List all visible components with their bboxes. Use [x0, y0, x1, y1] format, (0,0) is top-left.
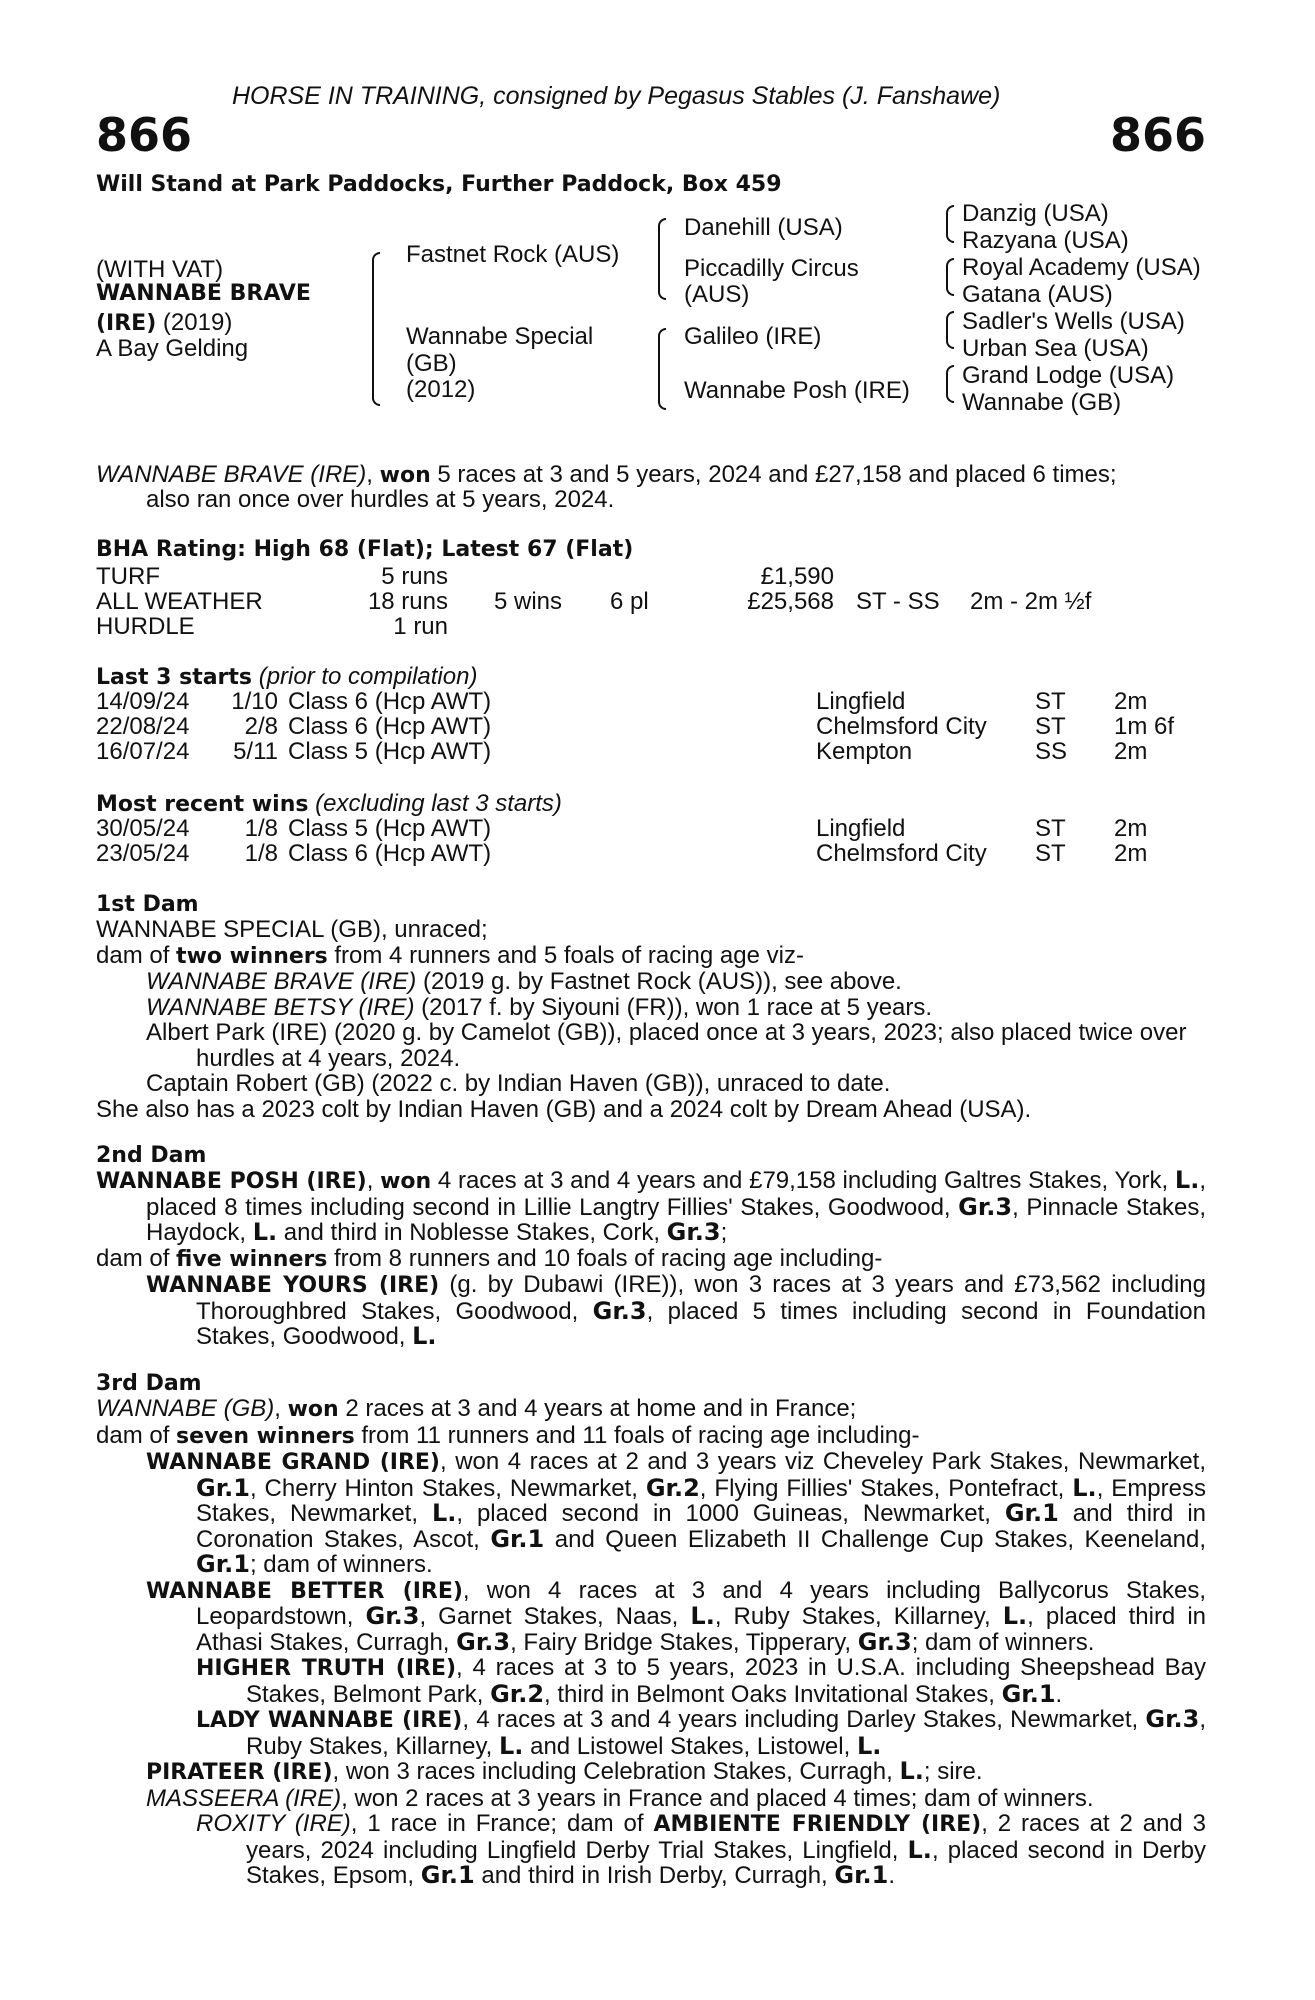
dam3-better-l1: L. [690, 1602, 715, 1630]
ratings-turf-prize: £1,590 [760, 563, 834, 590]
recent-row-2-going: ST [1035, 840, 1066, 867]
pedigree-sire-dam-1: Piccadilly Circus [684, 255, 859, 282]
dam2-child-1-text-a: (g. by Dubawi (IRE)), won 3 races at 3 years and £73,562 including Thoroughbred Stakes, Goodwood, [196, 1271, 1206, 1325]
dam3-higher-t1: , 4 races at 3 to 5 years, 2023 in U.S.A. including Sheepshead Bay Stakes, Belmont Park, [246, 1654, 1206, 1708]
dam3-higher-t2: , third in Belmont Oaks Invitational Stakes, [544, 1680, 1002, 1708]
dam3-better-t5: , Fairy Bridge Stakes, Tipperary, [510, 1628, 858, 1656]
pedigree-dam-dam: Wannabe Posh (IRE) [684, 377, 910, 404]
pedigree-brace-3d [946, 365, 954, 403]
dam2-dam-of [96, 1246, 1206, 1273]
last3-row-2-dist: 1m 6f [1114, 713, 1175, 740]
dam3-grand-g4: Gr.1 [490, 1524, 545, 1553]
dam3-sep: , [274, 1395, 288, 1422]
dam3-roxity-l: L. [907, 1835, 932, 1864]
dam3-better-g2: Gr.3 [456, 1627, 511, 1656]
dam1-produce-2-text: (2017 f. by Siyouni (FR)), won 1 race at 5 years. [414, 993, 933, 1021]
summary-text-1: 5 races at 3 and 5 years, 2024 and £27,158 and placed 6 times; [430, 461, 1117, 488]
dam2-text-1: 4 races at 3 and 4 years and £79,158 including Galtres Stakes, York, [431, 1167, 1175, 1194]
recent-row-1-course: Lingfield [816, 815, 906, 842]
recent-row-1-race: Class 5 (Hcp AWT) [288, 815, 492, 842]
dam2-main: WANNABE POSH (IRE), won 4 races at 3 and 4 years and £79,158 including Galtres Stakes, York, L., placed 8 times including second in Lillie Langtry Fillies' Stakes, Goodwood, Gr.3, Pinnacle Stakes, Haydock, L. and third in Noblesse Stakes, Cork, Gr.3; [96, 1166, 1206, 1246]
dam1-produce-1 [146, 969, 1206, 995]
ratings-hurdle-runs: 1 run [393, 613, 448, 640]
dam3-grandchild-lady [196, 1707, 1206, 1759]
dam3-roxity-t2: , 2 races at 2 and 3 years, 2024 including Lingfield Derby Trial Stakes, Lingfield, [246, 1810, 1207, 1864]
dam3-roxity-t5: . [888, 1862, 896, 1889]
dam3-child-pirateer [146, 1759, 1206, 1786]
ratings-aw-placed: 6 pl [610, 588, 649, 615]
dam2-text-3: , Pinnacle Stakes, Haydock, [146, 1193, 1206, 1246]
pedigree-sdd: Gatana (AUS) [962, 281, 1113, 308]
dam2-winners: five winners [176, 1246, 328, 1272]
summary-sep: , [366, 461, 380, 488]
pedigree-dam-2: (GB) [406, 350, 457, 377]
dam1-produce-1-name: WANNABE BRAVE (IRE) [146, 968, 417, 995]
ratings-aw-prize: £25,568 [747, 588, 834, 615]
pedigree-dds: Grand Lodge (USA) [962, 362, 1175, 389]
pedigree-dam-1: Wannabe Special [406, 323, 594, 350]
dam3-better-t4: , placed third in Athasi Stakes, Curragh, [196, 1603, 1207, 1656]
dam2-child-1-listed: L. [412, 1322, 437, 1350]
stand-location: Will Stand at Park Paddocks, Further Paddock, Box 459 [96, 172, 782, 197]
summary-won: won [379, 463, 431, 488]
dam3-better-t3: , Ruby Stakes, Killarney, [714, 1603, 1003, 1630]
recent-row-2-dist: 2m [1114, 840, 1148, 867]
last3-note: (prior to compilation) [252, 663, 478, 690]
pedigree-brace-2b [658, 328, 666, 410]
dam3-grand-t7: and Queen Elizabeth II Challenge Cup Stakes, Keeneland, [544, 1525, 1206, 1553]
pedigree-sire: Fastnet Rock (AUS) [406, 241, 620, 268]
ratings-aw-runs: 18 runs [367, 588, 448, 615]
dam1-produce-4: Captain Robert (GB) (2022 c. by Indian Haven (GB)), unraced to date. [146, 1070, 891, 1097]
dam2-text-2: , placed 8 times including second in Lillie Langtry Fillies' Stakes, Goodwood, [146, 1167, 1206, 1221]
dam3-better-name: WANNABE BETTER (IRE) [146, 1578, 463, 1604]
dam2-group-2: Gr.3 [666, 1218, 721, 1246]
last3-row-1-going: ST [1035, 688, 1066, 715]
dam3-main [96, 1396, 1206, 1423]
last3-row-3-date: 16/07/24 [96, 738, 190, 765]
ratings-turf-surface: TURF [96, 563, 160, 590]
dam3-better-l2: L. [1002, 1602, 1028, 1630]
pedigree-sire-sire: Danehill (USA) [684, 214, 843, 241]
recent-note: (excluding last 3 starts) [308, 790, 562, 817]
recent-row-2-course: Chelmsford City [816, 840, 987, 867]
last3-heading-line [96, 664, 477, 690]
horse-suffix: (IRE) [96, 311, 157, 336]
dam3-won: won [287, 1397, 339, 1422]
dam2-won: won [380, 1169, 432, 1194]
dam3-better-t2: , Garnet Stakes, Naas, [419, 1603, 691, 1630]
dam1-produce-2 [146, 995, 1206, 1021]
pedigree-sss: Danzig (USA) [962, 200, 1109, 227]
ratings-turf-runs: 5 runs [381, 563, 448, 590]
dam3-better-t6: ; dam of winners. [911, 1628, 1095, 1656]
dam3-roxity-child: AMBIENTE FRIENDLY (IRE) [653, 1812, 982, 1837]
horse-year-line [96, 310, 232, 336]
dam2-heading: 2nd Dam [96, 1143, 207, 1168]
pedigree-brace-3a [946, 205, 954, 243]
dam3-masseera-t1: , won 2 races at 3 years in France and placed 4 times; dam of winners. [341, 1784, 1094, 1812]
dam2-section [96, 1168, 1206, 1350]
dam3-masseera-name: MASSEERA (IRE) [146, 1784, 342, 1812]
dam1-produce-5: She also has a 2023 colt by Indian Haven (GB) and a 2024 colt by Dream Ahead (USA). [96, 1095, 1032, 1123]
pedigree-ddd: Wannabe (GB) [962, 389, 1122, 416]
dam3-dam-of-a: dam of [96, 1421, 177, 1449]
pedigree-dam-3: (2012) [406, 376, 476, 403]
last3-row-1-pos: 1/10 [231, 688, 278, 715]
dam2-group-1: Gr.3 [958, 1192, 1013, 1221]
dam3-dam-of [96, 1423, 1206, 1450]
dam3-pirateer-t2: ; sire. [923, 1758, 983, 1785]
pedigree-dss: Sadler's Wells (USA) [962, 308, 1185, 335]
dam3-lady-name: LADY WANNABE (IRE) [196, 1708, 463, 1733]
dam1-dam-of: dam of [96, 941, 177, 969]
dam2-dam-of-a: dam of [96, 1244, 177, 1272]
dam3-roxity-g2: Gr.1 [834, 1861, 889, 1889]
dam2-listed-1: L. [1174, 1166, 1200, 1194]
dam2-child-1-group: Gr.3 [592, 1296, 647, 1325]
last3-row-1-dist: 2m [1114, 688, 1148, 715]
recent-heading: Most recent wins [96, 792, 309, 817]
last3-row-1-date: 14/09/24 [96, 688, 190, 715]
dam3-roxity-t4: and third in Irish Derby, Curragh, [474, 1862, 835, 1889]
dam3-grand-g3: Gr.1 [1004, 1499, 1059, 1527]
last3-row-1-race: Class 6 (Hcp AWT) [288, 688, 492, 715]
pedigree-brace-1 [372, 252, 380, 406]
lot-number-right: 866 [1109, 108, 1206, 162]
pedigree-dam-sire: Galileo (IRE) [684, 323, 822, 350]
dam3-grand-g5: Gr.1 [196, 1550, 250, 1578]
race-summary-line1 [96, 462, 1117, 488]
ratings-aw-going: ST - SS [856, 588, 940, 615]
dam2-child-1 [146, 1272, 1206, 1350]
dam3-child-grand [146, 1449, 1206, 1578]
dam2-dam-of-c: from 8 runners and 10 foals of racing age including- [327, 1244, 883, 1272]
last3-row-3-pos: 5/11 [233, 738, 278, 765]
dam2-name: WANNABE POSH (IRE) [96, 1169, 367, 1194]
dam2-child-1-name: WANNABE YOURS (IRE) [146, 1273, 440, 1298]
dam3-grandchild-roxity [196, 1811, 1206, 1889]
dam1-heading: 1st Dam [96, 892, 199, 917]
last3-row-2-date: 22/08/24 [96, 713, 190, 740]
dam3-grand-t5: , placed second in 1000 Guineas, Newmarket, [456, 1500, 1005, 1527]
last3-row-2-course: Chelmsford City [816, 713, 987, 740]
ratings-aw-wins: 5 wins [494, 588, 563, 615]
last3-row-2-race: Class 6 (Hcp AWT) [288, 713, 492, 740]
dam3-winners: seven winners [176, 1423, 355, 1449]
recent-row-2-pos: 1/8 [244, 840, 278, 867]
dam1-section [96, 917, 1206, 1122]
last3-row-1-course: Lingfield [816, 688, 906, 715]
last3-row-3-race: Class 5 (Hcp AWT) [288, 738, 492, 765]
ratings-aw-surface: ALL WEATHER [96, 588, 263, 615]
horse-description: A Bay Gelding [96, 335, 249, 362]
dam3-grand-l2: L. [431, 1499, 457, 1527]
recent-row-1-date: 30/05/24 [96, 815, 190, 842]
dam3-roxity-t1: , 1 race in France; dam of [350, 1810, 654, 1837]
pedigree-dsd: Urban Sea (USA) [962, 335, 1149, 362]
dam3-pirateer-name: PIRATEER (IRE) [146, 1760, 333, 1785]
pedigree-sds: Royal Academy (USA) [962, 254, 1201, 281]
dam3-grand-t3: , Flying Fillies' Stakes, Pontefract, [699, 1474, 1073, 1502]
pedigree-ssd: Razyana (USA) [962, 227, 1129, 254]
dam1-produce-2-name: WANNABE BETSY (IRE) [146, 993, 415, 1021]
dam3-grand-g2: Gr.2 [645, 1473, 700, 1502]
recent-row-1-pos: 1/8 [244, 815, 278, 842]
dam3-grand-t4: , Empress Stakes, Newmarket, [196, 1474, 1206, 1527]
horse-year: (2019) [156, 309, 233, 336]
consignment-line: HORSE IN TRAINING, consigned by Pegasus Stables (J. Fanshawe) [232, 82, 1001, 110]
dam1-runners: from 4 runners and 5 foals of racing age viz- [327, 941, 804, 969]
last3-row-2-going: ST [1035, 713, 1066, 740]
dam3-better-t1: , won 4 races at 3 and 4 years including Ballycorus Stakes, Leopardstown, [196, 1576, 1206, 1630]
dam2-listed-2: L. [252, 1218, 278, 1246]
dam3-lady-t3: and Listowel Stakes, Listowel, [523, 1732, 857, 1760]
recent-row-1-going: ST [1035, 815, 1066, 842]
dam3-roxity-g1: Gr.1 [420, 1861, 475, 1889]
dam3-lady-t1: , 4 races at 3 and 4 years including Darley Stakes, Newmarket, [462, 1706, 1146, 1733]
dam3-grand-t6: and third in Coronation Stakes, Ascot, [196, 1500, 1206, 1553]
dam3-lady-g: Gr.3 [1145, 1705, 1200, 1733]
dam3-higher-g2: Gr.1 [1001, 1679, 1056, 1708]
dam1-line-1: WANNABE SPECIAL (GB), unraced; [96, 916, 488, 943]
recent-heading-line [96, 791, 562, 817]
last3-heading: Last 3 starts [96, 665, 253, 690]
dam3-better-g1: Gr.3 [365, 1602, 420, 1630]
dam3-child-masseera [146, 1786, 1206, 1812]
recent-row-2-date: 23/05/24 [96, 840, 190, 867]
dam3-lady-l1: L. [499, 1731, 524, 1760]
recent-row-2-race: Class 6 (Hcp AWT) [288, 840, 492, 867]
dam3-grand-g1: Gr.1 [196, 1473, 250, 1502]
horse-name: WANNABE BRAVE [96, 281, 311, 306]
dam3-roxity-name: ROXITY (IRE) [196, 1810, 351, 1837]
dam3-grand-name: WANNABE GRAND (IRE) [146, 1450, 440, 1475]
dam3-grand-t1: , won 4 races at 2 and 3 years viz Cheveley Park Stakes, Newmarket, [439, 1448, 1207, 1475]
dam3-lady-l2: L. [856, 1731, 882, 1760]
dam3-higher-g1: Gr.2 [490, 1679, 545, 1708]
bha-rating-heading: BHA Rating: High 68 (Flat); Latest 67 (Flat) [96, 537, 634, 562]
dam3-section [96, 1396, 1206, 1889]
dam3-child-better [146, 1578, 1206, 1656]
race-summary-line2: also ran once over hurdles at 5 years, 2024. [146, 486, 615, 513]
pedigree-brace-3b [946, 258, 954, 296]
ratings-aw-distance: 2m - 2m ½f [970, 588, 1092, 615]
dam1-winners: two winners [176, 943, 328, 969]
recent-row-1-dist: 2m [1114, 815, 1148, 842]
pedigree-brace-2a [658, 218, 666, 300]
dam3-grandchild-higher [196, 1655, 1206, 1707]
dam2-child-1-text-b: , placed 5 times including second in Foundation Stakes, Goodwood, [196, 1297, 1206, 1350]
dam1-line-2 [96, 943, 1206, 970]
dam3-pirateer-l: L. [899, 1757, 924, 1785]
ratings-hurdle-surface: HURDLE [96, 613, 195, 640]
dam3-higher-name: HIGHER TRUTH (IRE) [196, 1656, 457, 1681]
dam2-text-4: and third in Noblesse Stakes, Cork, [277, 1219, 667, 1246]
dam3-text-1: 2 races at 3 and 4 years at home and in France; [338, 1395, 857, 1422]
dam3-better-g3: Gr.3 [857, 1627, 912, 1656]
pedigree-brace-3c [946, 311, 954, 349]
last3-row-3-course: Kempton [816, 738, 913, 765]
vat-note: (WITH VAT) [96, 256, 224, 283]
dam3-higher-t3: . [1055, 1680, 1063, 1708]
dam3-name: WANNABE (GB) [96, 1395, 275, 1422]
last3-row-3-dist: 2m [1114, 738, 1148, 765]
dam2-text-5: ; [720, 1219, 728, 1246]
dam3-lady-t2: , Ruby Stakes, Killarney, [246, 1706, 1207, 1760]
dam3-heading: 3rd Dam [96, 1371, 202, 1396]
lot-number-left: 866 [96, 108, 193, 162]
dam1-produce-3: Albert Park (IRE) (2020 g. by Camelot (GB)), placed once at 3 years, 2023; also placed twice over hurdles at 4 years, 2024. [146, 1019, 1187, 1072]
dam3-pirateer-t1: , won 3 races including Celebration Stakes, Curragh, [332, 1758, 900, 1785]
pedigree-sire-dam-2: (AUS) [684, 281, 750, 308]
dam3-grand-l1: L. [1072, 1473, 1097, 1502]
last3-row-2-pos: 2/8 [244, 713, 278, 740]
dam3-dam-of-c: from 11 runners and 11 foals of racing age including- [354, 1421, 920, 1449]
dam3-roxity-t3: , placed second in Derby Stakes, Epsom, [246, 1836, 1206, 1889]
summary-horse-name: WANNABE BRAVE (IRE) [96, 461, 367, 488]
dam3-grand-t8: ; dam of winners. [249, 1551, 433, 1578]
dam3-grand-t2: , Cherry Hinton Stakes, Newmarket, [249, 1474, 646, 1502]
last3-row-3-going: SS [1035, 738, 1068, 765]
dam1-produce-1-text: (2019 g. by Fastnet Rock (AUS)), see above. [416, 968, 902, 995]
